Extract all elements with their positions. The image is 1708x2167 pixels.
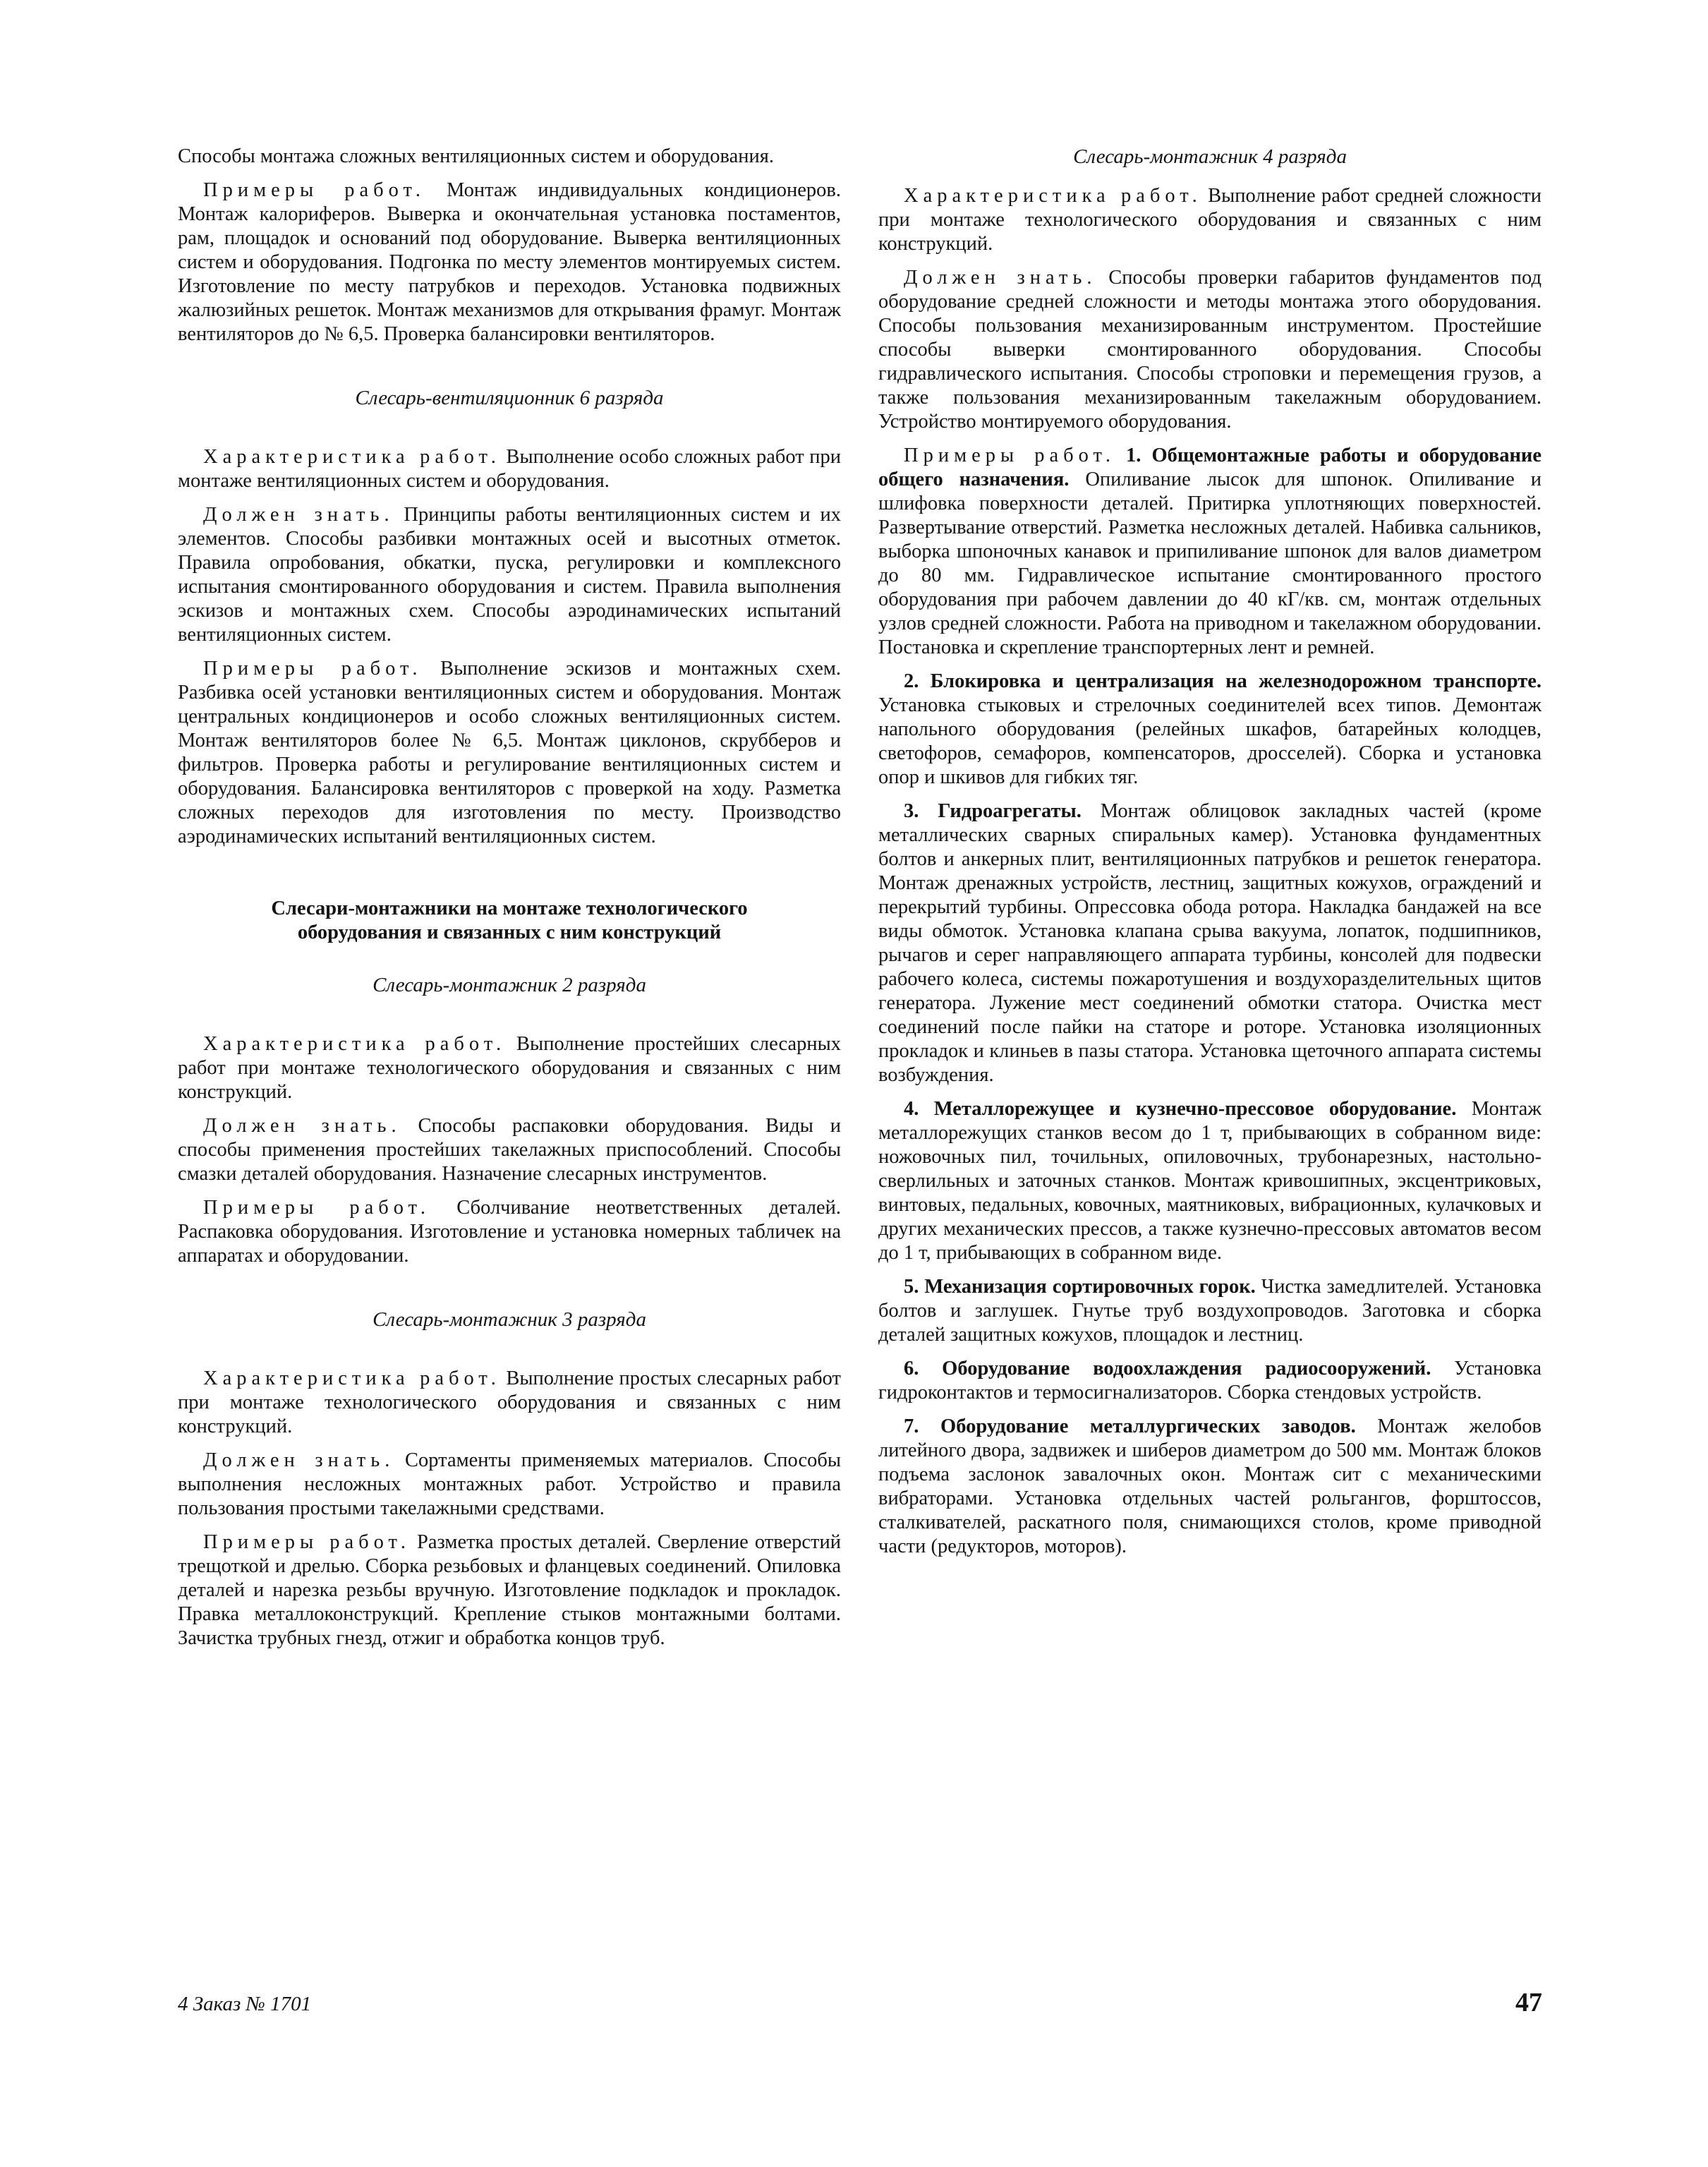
- subsection-heading: Слесарь-монтажник 4 разряда: [1073, 145, 1347, 168]
- paragraph-text: Способы монтажа сложных вентиляционных систем и оборудования.: [178, 145, 774, 167]
- section-heading: [178, 897, 841, 945]
- paragraph-label: Должен знать.: [904, 267, 1097, 289]
- paragraph-label: Примеры работ.: [904, 445, 1115, 466]
- paragraph: [178, 1367, 841, 1439]
- paragraph: [178, 445, 841, 493]
- paragraph-text: Монтаж облицовок закладных частей (кроме металлических сварных спиральных камер). Установка фундаментных болтов и анкерных плит, вентиляционных патрубков и решеток генератора. Монтаж дренажных устройств, лестниц, защитных кожухов, ограждений и перекрытий турбины. Опрессовка обода ротора. Накладка бандажей на все виды обмоток. Установка клапана срыва вакуума, лопаток, подшипников, рычагов и серег направляющего аппарата турбины, консолей для подвески рабочего колеса, системы пожаротушения и воздухоразделительных щитов генератора. Лужение мест соединений обмотки статора. Очистка мест соединений после пайки на статоре и роторе. Установка изоляционных прокладок и клиньев в пазы статора. Установка щеточного аппарата системы возбуждения.: [878, 800, 1542, 1086]
- paragraph-label: Характеристика работ.: [203, 1368, 501, 1389]
- paragraph-text: Монтаж желобов литейного двора, задвижек и шиберов диаметром до 500 мм. Монтаж блоков подъема заслонок завалочных окон. Монтаж сит с механическими вибраторами. Установка отдельных частей рольгангов, форштоссов, сталкивателей, раскатного поля, снимающихся столов, кроме приводной части (редукторов, моторов).: [878, 1416, 1542, 1557]
- paragraph-text: Монтаж металлорежущих станков весом до 1 т, прибывающих в собранном виде: ножовочных пил, точильных, опиловочных, трубонарезных, настольно-сверлильных и заточных станков. Монтаж кривошипных, эксцентриковых, винтовых, педальных, ковочных, маятниковых, вибрационных, кулачковых и других механических прессов, а также кузнечно-прессовых автоматов весом до 1 т, прибывающих в собранном виде.: [878, 1098, 1542, 1264]
- paragraph-label: Характеристика работ.: [203, 1033, 507, 1055]
- subsection-heading: Слесарь-монтажник 3 разряда: [373, 1308, 646, 1331]
- paragraph-text: Выполнение простейших слесарных работ при монтаже технологического оборудования и связанных с ним конструкций.: [178, 1033, 842, 1103]
- paragraph: [178, 1531, 841, 1650]
- item-title: 7. Оборудование металлургических заводов.: [904, 1416, 1356, 1437]
- paragraph-text: Выполнение эскизов и монтажных схем. Разбивка осей установки вентиляционных систем и оборудования. Монтаж центральных кондиционеров и особо сложных вентиляционных систем. Монтаж вентиляторов более № 6,5. Монтаж циклонов, скрубберов и фильтров. Проверка работы и регулирование вентиляционных систем и оборудования. Балансировка вентиляторов с проверкой на ходу. Разметка сложных переходов для изготовления по месту. Производство аэродинамических испытаний вентиляционных систем.: [178, 658, 841, 847]
- paragraph-text: Разметка простых деталей. Сверление отверстий трещоткой и дрелью. Сборка резьбовых и фланцевых соединений. Опиловка деталей и нарезка резьбы вручную. Изготовление подкладок и прокладок. Правка металлоконструкций. Крепление стыков монтажными болтами. Зачистка трубных гнезд, отжиг и обработка концов труб.: [178, 1531, 841, 1649]
- paragraph-label: Характеристика работ.: [904, 185, 1202, 207]
- paragraph-text: Способы распаковки оборудования. Виды и способы применения простейших такелажных приспособлений. Способы смазки деталей оборудования. Назначение слесарных инструментов.: [178, 1115, 841, 1185]
- paragraph-text: Монтаж индивидуальных кондиционеров. Монтаж калориферов. Выверка и окончательная установка постаментов, рам, площадок и оснований под оборудование. Выверка вентиляционных систем и оборудования. Подгонка по месту элементов монтируемых систем. Изготовление по месту патрубков и переходов. Установка подвижных жалюзийных решеток. Монтаж механизмов для открывания фрамуг. Монтаж вентиляторов до № 6,5. Проверка балансировки вентиляторов.: [178, 179, 841, 345]
- right-column: [878, 145, 1542, 1569]
- order-footer: 4 Заказ № 1701: [178, 1993, 312, 2015]
- section-heading-line: Слесари-монтажники на монтаже технологического: [271, 898, 748, 919]
- paragraph: [878, 444, 1542, 660]
- paragraph-text: Установка стыковых и стрелочных соединителей всех типов. Демонтаж напольного оборудования (релейных шкафов, батарейных колодцев, светофоров, семафоров, компенсаторов, дросселей). Сборка и установка опор и шкивов для гибких тяг.: [878, 694, 1542, 788]
- paragraph-text: Выполнение особо сложных работ при монтаже вентиляционных систем и оборудования.: [178, 446, 841, 492]
- paragraph-label: Примеры работ.: [203, 1531, 411, 1553]
- paragraph: [878, 1357, 1542, 1405]
- paragraph-text: Чистка замедлителей. Установка болтов и заглушек. Гнутье труб воздухопроводов. Заготовка и сборка деталей защитных кожухов, площадок и лестниц.: [878, 1276, 1542, 1346]
- paragraph-label: Должен знать.: [203, 504, 394, 526]
- item-title: 6. Оборудование водоохлаждения радиосооружений.: [904, 1358, 1431, 1380]
- item-title: 2. Блокировка и централизация на железнодорожном транспорте.: [904, 670, 1542, 692]
- paragraph: [878, 184, 1542, 256]
- paragraph-label: Примеры работ.: [203, 179, 425, 201]
- paragraph: [178, 657, 841, 849]
- item-title: 3. Гидроагрегаты.: [904, 800, 1082, 822]
- paragraph: [878, 1097, 1542, 1265]
- paragraph: [178, 179, 841, 346]
- paragraph: [178, 1196, 841, 1268]
- paragraph: [178, 145, 841, 169]
- paragraph-text: Принципы работы вентиляционных систем и их элементов. Способы разбивки монтажных осей и высотных отметок. Правила опробования, обкатки, пуска, регулировки и комплексного испытания смонтированного оборудования и систем. Правила выполнения эскизов и монтажных схем. Способы аэродинамических испытаний вентиляционных систем.: [178, 504, 841, 646]
- paragraph: [878, 799, 1542, 1087]
- paragraph-text: Опиливание лысок для шпонок. Опиливание и шлифовка поверхности деталей. Притирка уплотняющих поверхностей. Развертывание отверстий. Разметка несложных деталей. Набивка сальников, выборка шпоночных канавок и припиливание шпонок для валов диаметром до 80 мм. Гидравлическое испытание смонтированного простого оборудования при рабочем давлении до 40 кГ/кв. см, монтаж отдельных узлов средней сложности. Работа на приводном и такелажном оборудовании. Постановка и скрепление транспортерных лент и ремней.: [878, 469, 1542, 658]
- item-title: 5. Механизация сортировочных горок.: [904, 1276, 1256, 1298]
- paragraph: [878, 670, 1542, 790]
- paragraph: [878, 1275, 1542, 1347]
- paragraph: [878, 1415, 1542, 1559]
- paragraph: [178, 1449, 841, 1521]
- paragraph-text: Установка гидроконтактов и термосигнализаторов. Сборка стендовых устройств.: [878, 1358, 1542, 1404]
- paragraph-label: Должен знать.: [203, 1449, 395, 1471]
- paragraph-text: Выполнение работ средней сложности при монтаже технологического оборудования и связанных с ним конструкций.: [878, 185, 1542, 255]
- paragraph-label: Примеры работ.: [203, 1197, 431, 1219]
- paragraph-text: Сортаменты применяемых материалов. Способы выполнения несложных монтажных работ. Устройство и правила пользования простыми такелажными средствами.: [178, 1449, 841, 1519]
- item-title: 4. Металлорежущее и кузнечно-прессовое оборудование.: [904, 1098, 1457, 1120]
- paragraph: [878, 266, 1542, 434]
- paragraph-label: Примеры работ.: [203, 658, 423, 680]
- paragraph-label: Должен знать.: [203, 1115, 401, 1137]
- paragraph-text: Способы проверки габаритов фундаментов под оборудование средней сложности и методы монтажа этого оборудования. Способы пользования механизированным инструментом. Простейшие способы выверки смонтированного оборудования. Способы гидравлического испытания. Способы строповки и перемещения грузов, а также пользования механизированным такелажным оборудованием. Устройство монтируемого оборудования.: [878, 267, 1542, 433]
- paragraph-text: Сболчивание неответственных деталей. Распаковка оборудования. Изготовление и установка номерных табличек на аппаратах и оборудовании.: [178, 1197, 841, 1267]
- item-title: 1. Общемонтажные работы и оборудование общего назначения.: [878, 445, 1542, 490]
- subsection-heading: Слесарь-вентиляционник 6 разряда: [355, 387, 664, 409]
- paragraph-text: Выполнение простых слесарных работ при монтаже технологического оборудования и связанных с ним конструкций.: [178, 1368, 841, 1437]
- page-number: 47: [1515, 1988, 1542, 2017]
- paragraph: [178, 1032, 841, 1104]
- section-heading-line: оборудования и связанных с ним конструкций: [297, 922, 722, 943]
- subsection-heading: Слесарь-монтажник 2 разряда: [373, 974, 646, 996]
- paragraph: [178, 1114, 841, 1186]
- paragraph-label: Характеристика работ.: [203, 446, 501, 468]
- left-column: [178, 145, 841, 1660]
- paragraph: [178, 503, 841, 647]
